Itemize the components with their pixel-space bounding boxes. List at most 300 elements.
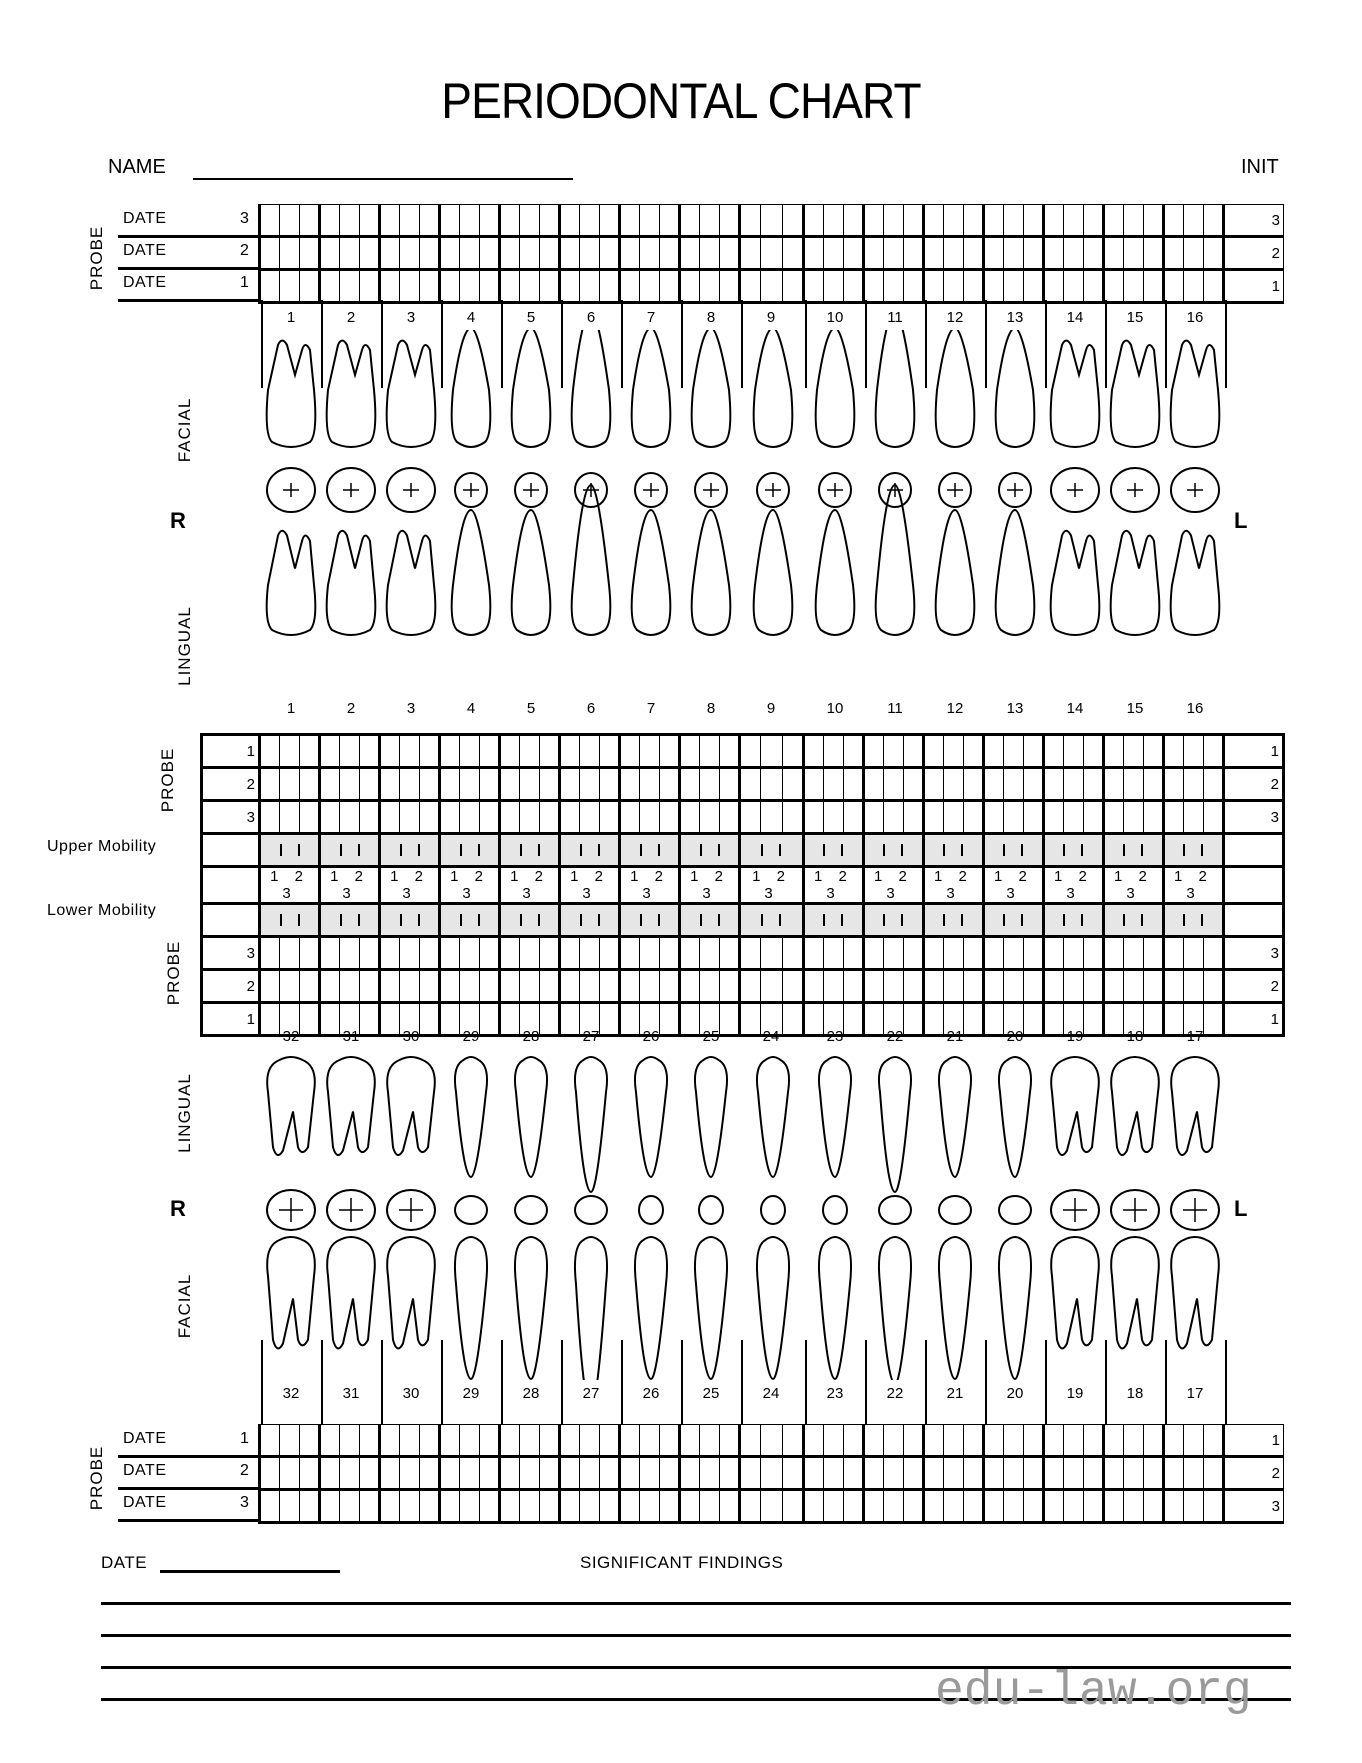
lower-mobility-cell[interactable] — [1103, 904, 1163, 937]
probe-cell[interactable] — [440, 1425, 460, 1457]
probe-cell[interactable] — [320, 735, 340, 768]
probe-cell[interactable] — [720, 1457, 740, 1490]
probe-cell[interactable] — [680, 1490, 700, 1523]
probe-cell[interactable] — [1123, 237, 1143, 270]
probe-cell[interactable] — [480, 1490, 500, 1523]
probe-cell[interactable] — [720, 205, 740, 237]
name-field[interactable] — [193, 178, 573, 180]
probe-cell[interactable] — [1103, 237, 1123, 270]
lower-mobility-cell[interactable] — [680, 904, 740, 937]
probe-cell[interactable] — [380, 768, 400, 801]
probe-cell[interactable] — [640, 1425, 660, 1457]
probe-cell[interactable] — [360, 735, 380, 768]
probe-cell[interactable] — [260, 1490, 280, 1523]
probe-cell[interactable] — [983, 768, 1003, 801]
probe-cell[interactable] — [843, 205, 863, 237]
probe-cell[interactable] — [560, 1457, 580, 1490]
probe-cell[interactable] — [660, 1457, 680, 1490]
probe-cell[interactable] — [823, 801, 843, 834]
probe-cell[interactable] — [660, 1490, 680, 1523]
probe-cell[interactable] — [843, 970, 863, 1003]
probe-cell[interactable] — [560, 937, 580, 970]
probe-cell[interactable] — [320, 970, 340, 1003]
probe-cell[interactable] — [923, 937, 943, 970]
probe-cell[interactable] — [680, 270, 700, 303]
probe-cell[interactable] — [761, 768, 782, 801]
probe-cell[interactable] — [1183, 970, 1203, 1003]
probe-cell[interactable] — [380, 970, 400, 1003]
probe-cell[interactable] — [1123, 205, 1143, 237]
probe-cell[interactable] — [863, 735, 883, 768]
probe-cell[interactable] — [1203, 768, 1223, 801]
probe-cell[interactable] — [620, 768, 640, 801]
probe-cell[interactable] — [903, 1457, 923, 1490]
probe-cell[interactable] — [500, 237, 520, 270]
probe-cell[interactable] — [761, 801, 782, 834]
probe-cell[interactable] — [700, 205, 720, 237]
probe-cell[interactable] — [340, 768, 360, 801]
probe-cell[interactable] — [883, 735, 903, 768]
probe-cell[interactable] — [1003, 970, 1023, 1003]
probe-cell[interactable] — [1043, 205, 1063, 237]
probe-cell[interactable] — [943, 1457, 963, 1490]
probe-cell[interactable] — [500, 768, 520, 801]
probe-cell[interactable] — [520, 970, 540, 1003]
probe-cell[interactable] — [340, 270, 360, 303]
probe-cell[interactable] — [460, 1490, 480, 1523]
probe-cell[interactable] — [540, 1490, 560, 1523]
probe-cell[interactable] — [580, 937, 600, 970]
probe-cell[interactable] — [1203, 735, 1223, 768]
probe-cell[interactable] — [843, 237, 863, 270]
upper-date-probe-grid[interactable] — [258, 204, 1284, 304]
probe-cell[interactable] — [560, 970, 580, 1003]
probe-cell[interactable] — [863, 937, 883, 970]
probe-cell[interactable] — [480, 768, 500, 801]
probe-cell[interactable] — [260, 205, 280, 237]
probe-cell[interactable] — [943, 801, 963, 834]
probe-cell[interactable] — [540, 735, 560, 768]
probe-cell[interactable] — [420, 205, 440, 237]
probe-cell[interactable] — [1123, 270, 1143, 303]
probe-cell[interactable] — [520, 1425, 540, 1457]
probe-cell[interactable] — [300, 735, 320, 768]
probe-cell[interactable] — [863, 1457, 883, 1490]
probe-cell[interactable] — [360, 937, 380, 970]
probe-cell[interactable] — [680, 937, 700, 970]
probe-cell[interactable] — [580, 1425, 600, 1457]
probe-cell[interactable] — [1183, 237, 1203, 270]
probe-cell[interactable] — [1143, 237, 1163, 270]
probe-cell[interactable] — [1023, 801, 1043, 834]
probe-cell[interactable] — [983, 270, 1003, 303]
probe-cell[interactable] — [380, 270, 400, 303]
probe-cell[interactable] — [280, 1425, 300, 1457]
probe-cell[interactable] — [420, 1490, 440, 1523]
probe-cell[interactable] — [480, 205, 500, 237]
probe-cell[interactable] — [740, 768, 761, 801]
probe-cell[interactable] — [560, 237, 580, 270]
upper-mobility-cell[interactable] — [500, 834, 560, 867]
probe-cell[interactable] — [560, 205, 580, 237]
probe-cell[interactable] — [803, 735, 823, 768]
probe-cell[interactable] — [1063, 237, 1083, 270]
probe-cell[interactable] — [660, 735, 680, 768]
probe-cell[interactable] — [460, 270, 480, 303]
middle-probe-mobility-grid[interactable] — [200, 733, 1285, 1037]
probe-cell[interactable] — [1083, 801, 1103, 834]
probe-cell[interactable] — [460, 801, 480, 834]
probe-cell[interactable] — [782, 1425, 803, 1457]
probe-cell[interactable] — [640, 735, 660, 768]
probe-cell[interactable] — [1103, 970, 1123, 1003]
probe-cell[interactable] — [340, 1425, 360, 1457]
probe-cell[interactable] — [260, 1457, 280, 1490]
probe-cell[interactable] — [320, 801, 340, 834]
probe-cell[interactable] — [660, 801, 680, 834]
probe-cell[interactable] — [1043, 801, 1063, 834]
probe-cell[interactable] — [300, 1490, 320, 1523]
probe-cell[interactable] — [823, 237, 843, 270]
probe-cell[interactable] — [700, 970, 720, 1003]
probe-cell[interactable] — [260, 768, 280, 801]
probe-cell[interactable] — [720, 237, 740, 270]
probe-cell[interactable] — [782, 801, 803, 834]
probe-cell[interactable] — [640, 205, 660, 237]
upper-mobility-cell[interactable] — [740, 834, 804, 867]
probe-cell[interactable] — [823, 1490, 843, 1523]
probe-cell[interactable] — [280, 1457, 300, 1490]
probe-cell[interactable] — [1023, 1490, 1043, 1523]
probe-cell[interactable] — [943, 1490, 963, 1523]
probe-cell[interactable] — [620, 270, 640, 303]
probe-cell[interactable] — [520, 937, 540, 970]
probe-cell[interactable] — [1183, 1457, 1203, 1490]
probe-cell[interactable] — [782, 970, 803, 1003]
probe-cell[interactable] — [700, 735, 720, 768]
probe-cell[interactable] — [843, 1457, 863, 1490]
probe-cell[interactable] — [903, 801, 923, 834]
probe-cell[interactable] — [620, 237, 640, 270]
probe-cell[interactable] — [460, 205, 480, 237]
probe-cell[interactable] — [300, 1457, 320, 1490]
lower-mobility-cell[interactable] — [440, 904, 500, 937]
probe-cell[interactable] — [620, 205, 640, 237]
probe-cell[interactable] — [340, 735, 360, 768]
probe-cell[interactable] — [1083, 1457, 1103, 1490]
probe-cell[interactable] — [720, 1490, 740, 1523]
probe-cell[interactable] — [620, 937, 640, 970]
probe-cell[interactable] — [640, 768, 660, 801]
probe-cell[interactable] — [600, 270, 620, 303]
probe-cell[interactable] — [660, 937, 680, 970]
probe-cell[interactable] — [782, 270, 803, 303]
probe-cell[interactable] — [600, 937, 620, 970]
probe-cell[interactable] — [300, 970, 320, 1003]
probe-cell[interactable] — [680, 801, 700, 834]
probe-cell[interactable] — [823, 937, 843, 970]
probe-cell[interactable] — [280, 270, 300, 303]
lower-mobility-cell[interactable] — [1163, 904, 1223, 937]
probe-cell[interactable] — [1203, 270, 1223, 303]
probe-cell[interactable] — [1203, 937, 1223, 970]
probe-cell[interactable] — [280, 937, 300, 970]
probe-cell[interactable] — [720, 735, 740, 768]
probe-cell[interactable] — [360, 1457, 380, 1490]
probe-cell[interactable] — [1163, 768, 1183, 801]
probe-cell[interactable] — [740, 937, 761, 970]
probe-cell[interactable] — [1163, 1425, 1183, 1457]
probe-cell[interactable] — [1083, 970, 1103, 1003]
probe-cell[interactable] — [600, 970, 620, 1003]
probe-cell[interactable] — [1123, 1457, 1143, 1490]
probe-cell[interactable] — [1183, 801, 1203, 834]
probe-cell[interactable] — [983, 1425, 1003, 1457]
probe-cell[interactable] — [903, 270, 923, 303]
probe-cell[interactable] — [580, 205, 600, 237]
probe-cell[interactable] — [1143, 970, 1163, 1003]
probe-cell[interactable] — [803, 270, 823, 303]
footer-date-field[interactable] — [160, 1570, 340, 1573]
probe-cell[interactable] — [1063, 801, 1083, 834]
probe-cell[interactable] — [803, 1490, 823, 1523]
probe-cell[interactable] — [500, 1490, 520, 1523]
probe-cell[interactable] — [1043, 237, 1063, 270]
probe-cell[interactable] — [460, 1425, 480, 1457]
findings-line-2[interactable] — [101, 1634, 1291, 1637]
probe-cell[interactable] — [943, 937, 963, 970]
probe-cell[interactable] — [1103, 768, 1123, 801]
probe-cell[interactable] — [660, 970, 680, 1003]
probe-cell[interactable] — [480, 1425, 500, 1457]
probe-cell[interactable] — [1023, 768, 1043, 801]
probe-cell[interactable] — [963, 270, 983, 303]
lower-mobility-cell[interactable] — [863, 904, 923, 937]
probe-cell[interactable] — [720, 970, 740, 1003]
probe-cell[interactable] — [740, 237, 761, 270]
probe-cell[interactable] — [943, 205, 963, 237]
lower-mobility-cell[interactable] — [620, 904, 680, 937]
probe-cell[interactable] — [640, 1457, 660, 1490]
probe-cell[interactable] — [380, 237, 400, 270]
probe-cell[interactable] — [560, 801, 580, 834]
probe-cell[interactable] — [963, 1425, 983, 1457]
probe-cell[interactable] — [1163, 270, 1183, 303]
probe-cell[interactable] — [1203, 1490, 1223, 1523]
probe-cell[interactable] — [300, 768, 320, 801]
probe-cell[interactable] — [560, 1490, 580, 1523]
probe-cell[interactable] — [1043, 1457, 1063, 1490]
probe-cell[interactable] — [660, 205, 680, 237]
probe-cell[interactable] — [823, 205, 843, 237]
probe-cell[interactable] — [983, 735, 1003, 768]
probe-cell[interactable] — [923, 801, 943, 834]
upper-mobility-cell[interactable] — [803, 834, 863, 867]
probe-cell[interactable] — [360, 801, 380, 834]
probe-cell[interactable] — [1163, 970, 1183, 1003]
probe-cell[interactable] — [863, 237, 883, 270]
probe-cell[interactable] — [782, 205, 803, 237]
probe-cell[interactable] — [1123, 735, 1143, 768]
lower-mobility-cell[interactable] — [923, 904, 983, 937]
probe-cell[interactable] — [260, 237, 280, 270]
probe-cell[interactable] — [761, 1457, 782, 1490]
upper-mobility-cell[interactable] — [680, 834, 740, 867]
probe-cell[interactable] — [1043, 937, 1063, 970]
probe-cell[interactable] — [520, 735, 540, 768]
upper-mobility-cell[interactable] — [923, 834, 983, 867]
probe-cell[interactable] — [640, 270, 660, 303]
probe-cell[interactable] — [380, 937, 400, 970]
probe-cell[interactable] — [803, 970, 823, 1003]
probe-cell[interactable] — [1023, 1425, 1043, 1457]
probe-cell[interactable] — [700, 1457, 720, 1490]
probe-cell[interactable] — [963, 1490, 983, 1523]
probe-cell[interactable] — [1023, 970, 1043, 1003]
probe-cell[interactable] — [400, 1425, 420, 1457]
probe-cell[interactable] — [1043, 1490, 1063, 1523]
lower-mobility-cell[interactable] — [500, 904, 560, 937]
probe-cell[interactable] — [580, 768, 600, 801]
probe-cell[interactable] — [420, 735, 440, 768]
probe-cell[interactable] — [440, 735, 460, 768]
probe-cell[interactable] — [1183, 205, 1203, 237]
probe-cell[interactable] — [280, 1490, 300, 1523]
probe-cell[interactable] — [843, 270, 863, 303]
probe-cell[interactable] — [500, 1457, 520, 1490]
probe-cell[interactable] — [983, 1490, 1003, 1523]
probe-cell[interactable] — [1143, 801, 1163, 834]
probe-cell[interactable] — [600, 205, 620, 237]
probe-cell[interactable] — [1123, 1490, 1143, 1523]
probe-cell[interactable] — [1203, 205, 1223, 237]
probe-cell[interactable] — [823, 970, 843, 1003]
probe-cell[interactable] — [883, 937, 903, 970]
probe-cell[interactable] — [400, 1490, 420, 1523]
probe-cell[interactable] — [1183, 735, 1203, 768]
probe-cell[interactable] — [320, 937, 340, 970]
probe-cell[interactable] — [400, 970, 420, 1003]
probe-cell[interactable] — [640, 237, 660, 270]
probe-cell[interactable] — [1123, 937, 1143, 970]
probe-cell[interactable] — [740, 1457, 761, 1490]
probe-cell[interactable] — [943, 970, 963, 1003]
probe-cell[interactable] — [983, 970, 1003, 1003]
probe-cell[interactable] — [782, 937, 803, 970]
probe-cell[interactable] — [983, 1457, 1003, 1490]
probe-cell[interactable] — [782, 237, 803, 270]
probe-cell[interactable] — [823, 1457, 843, 1490]
lower-mobility-cell[interactable] — [320, 904, 380, 937]
probe-cell[interactable] — [620, 735, 640, 768]
probe-cell[interactable] — [761, 1490, 782, 1523]
probe-cell[interactable] — [720, 937, 740, 970]
probe-cell[interactable] — [420, 1457, 440, 1490]
probe-cell[interactable] — [560, 768, 580, 801]
probe-cell[interactable] — [600, 801, 620, 834]
probe-cell[interactable] — [600, 768, 620, 801]
probe-cell[interactable] — [1083, 205, 1103, 237]
probe-cell[interactable] — [883, 205, 903, 237]
probe-cell[interactable] — [720, 270, 740, 303]
probe-cell[interactable] — [580, 1457, 600, 1490]
probe-cell[interactable] — [1143, 205, 1163, 237]
probe-cell[interactable] — [700, 1425, 720, 1457]
probe-cell[interactable] — [1183, 1490, 1203, 1523]
probe-cell[interactable] — [1063, 735, 1083, 768]
lower-date-probe-grid[interactable] — [258, 1424, 1284, 1524]
probe-cell[interactable] — [420, 937, 440, 970]
probe-cell[interactable] — [620, 1457, 640, 1490]
probe-cell[interactable] — [720, 768, 740, 801]
probe-cell[interactable] — [420, 237, 440, 270]
lower-mobility-cell[interactable] — [1043, 904, 1103, 937]
probe-cell[interactable] — [1043, 1425, 1063, 1457]
probe-cell[interactable] — [903, 205, 923, 237]
probe-cell[interactable] — [300, 801, 320, 834]
probe-cell[interactable] — [440, 937, 460, 970]
probe-cell[interactable] — [420, 1425, 440, 1457]
probe-cell[interactable] — [540, 801, 560, 834]
probe-cell[interactable] — [1063, 1457, 1083, 1490]
probe-cell[interactable] — [460, 937, 480, 970]
probe-cell[interactable] — [1063, 937, 1083, 970]
probe-cell[interactable] — [360, 1490, 380, 1523]
probe-cell[interactable] — [280, 205, 300, 237]
probe-cell[interactable] — [580, 270, 600, 303]
probe-cell[interactable] — [761, 937, 782, 970]
probe-cell[interactable] — [480, 970, 500, 1003]
probe-cell[interactable] — [1103, 205, 1123, 237]
probe-cell[interactable] — [260, 937, 280, 970]
probe-cell[interactable] — [440, 237, 460, 270]
probe-cell[interactable] — [1083, 270, 1103, 303]
probe-cell[interactable] — [340, 801, 360, 834]
probe-cell[interactable] — [883, 1457, 903, 1490]
probe-cell[interactable] — [863, 205, 883, 237]
probe-cell[interactable] — [963, 937, 983, 970]
probe-cell[interactable] — [863, 1425, 883, 1457]
probe-cell[interactable] — [1143, 937, 1163, 970]
lower-mobility-cell[interactable] — [260, 904, 320, 937]
probe-cell[interactable] — [843, 1490, 863, 1523]
probe-cell[interactable] — [620, 1425, 640, 1457]
probe-cell[interactable] — [640, 801, 660, 834]
probe-cell[interactable] — [1023, 735, 1043, 768]
probe-cell[interactable] — [1023, 270, 1043, 303]
probe-cell[interactable] — [520, 801, 540, 834]
probe-cell[interactable] — [963, 970, 983, 1003]
probe-cell[interactable] — [1063, 270, 1083, 303]
probe-cell[interactable] — [480, 937, 500, 970]
probe-cell[interactable] — [440, 1457, 460, 1490]
probe-cell[interactable] — [680, 970, 700, 1003]
probe-cell[interactable] — [963, 1457, 983, 1490]
probe-cell[interactable] — [1003, 205, 1023, 237]
probe-cell[interactable] — [863, 1490, 883, 1523]
probe-cell[interactable] — [280, 970, 300, 1003]
probe-cell[interactable] — [280, 735, 300, 768]
probe-cell[interactable] — [700, 937, 720, 970]
probe-cell[interactable] — [1003, 1457, 1023, 1490]
probe-cell[interactable] — [700, 270, 720, 303]
probe-cell[interactable] — [923, 768, 943, 801]
probe-cell[interactable] — [400, 1457, 420, 1490]
probe-cell[interactable] — [400, 205, 420, 237]
probe-cell[interactable] — [360, 768, 380, 801]
probe-cell[interactable] — [740, 1490, 761, 1523]
probe-cell[interactable] — [1143, 1425, 1163, 1457]
